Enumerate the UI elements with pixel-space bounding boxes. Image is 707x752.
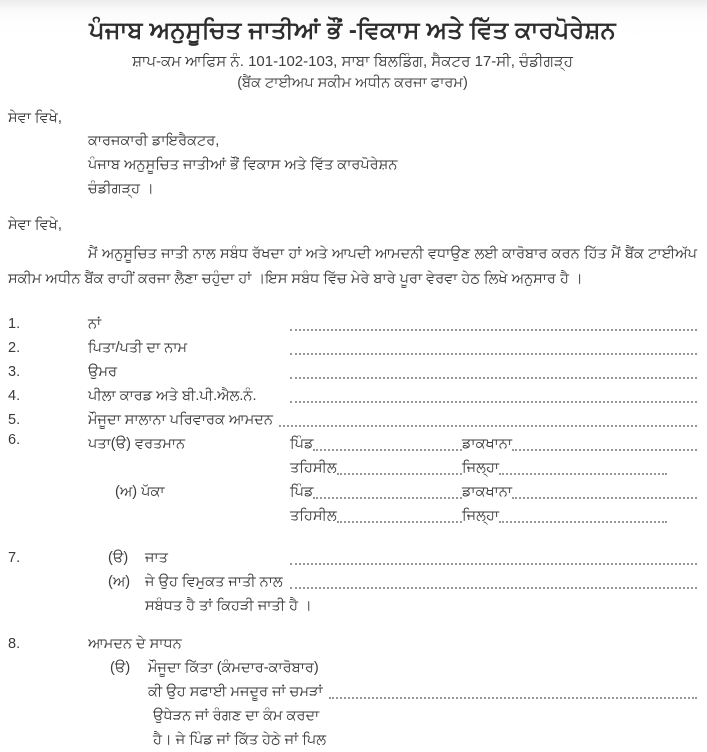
dotted-blank-line xyxy=(290,570,697,589)
denotified-caste-label-line1: ਜੇ ਉਹ ਵਿਮੁਕਤ ਜਾਤੀ ਨਾਲ xyxy=(145,574,283,590)
district-label: ਜਿਲ੍ਹਾ xyxy=(462,508,499,524)
address-row-village-post xyxy=(290,432,697,456)
recipient-organization: ਪੰਜਾਬ ਅਨੁਸੂਚਿਤ ਜਾਤੀਆਂ ਭੌਂ ਵਿਕਾਸ ਅਤੇ ਵਿੱਤ ਕਾਰਪੋਰੇਸ਼ਨ xyxy=(88,157,398,173)
occupation-question-line3-clipped: ਹੈ। ਜੇ ਪਿੰਡ ਜਾਂ ਕਿੱਤ ਹੇਠੇ ਜਾਂ ਪਿਲ xyxy=(153,732,327,748)
item-label: ਉਮਰ xyxy=(88,364,118,380)
salutation-to: ਸੇਵਾ ਵਿਖੇ, xyxy=(8,110,62,126)
office-address: ਸ਼ਾਪ-ਕਮ ਆਫਿਸ ਨੰ. 101-102-103, ਸਾਬਾ ਬਿਲਡਿੰਗ, ਸੈਕਟਰ 17-ਸੀ, ਚੰਡੀਗੜ੍ਹ xyxy=(132,53,573,70)
page-title: ਪੰਜਾਬ ਅਨੁਸੂਚਿਤ ਜਾਤੀਆਂ ਭੌਂ -ਵਿਕਾਸ ਅਤੇ ਵਿੱਤ ਕਾਰਪੋਰੇਸ਼ਨ xyxy=(89,17,616,44)
sub-item-letter: (ੳ) xyxy=(110,660,131,676)
dotted-blank-line xyxy=(290,360,697,379)
sub-item-letter: (ੳ) xyxy=(108,550,129,566)
dotted-blank-line xyxy=(290,546,697,565)
form-item-denotified-caste-cont xyxy=(8,594,697,618)
form-item-age xyxy=(8,360,697,384)
dotted-blank-line xyxy=(512,432,697,451)
post-office-label: ਡਾਕਖਾਨਾ xyxy=(462,484,513,500)
dotted-blank-line xyxy=(329,680,697,699)
dotted-blank-line xyxy=(279,408,697,427)
item-number: 8. xyxy=(8,636,21,652)
item-number: 3. xyxy=(8,364,21,380)
village-label: ਪਿੰਡ xyxy=(290,436,314,452)
occupation-question-line1: ਕੀ ਉਹ ਸਫਾਈ ਮਜਦੂਰ ਜਾਂ ਚਮੜਾਂ xyxy=(148,684,323,700)
address-labels-column xyxy=(8,432,290,528)
item-number-spacer xyxy=(8,594,88,618)
sub-item-letter: (ਅ) xyxy=(108,574,131,590)
sub-item-letter-spacer xyxy=(88,594,145,618)
item-label: ਪੀਲਾ ਕਾਰਡ ਅਤੇ ਬੀ.ਪੀ.ਐਲ.ਨੰ. xyxy=(88,388,257,404)
item-label: ਮੌਜੂਦਾ ਸਾਲਾਨਾ ਪਰਿਵਾਰਕ ਆਮਦਨ xyxy=(88,412,273,428)
address-row-tehsil-district xyxy=(290,504,697,528)
village-field xyxy=(290,432,462,456)
district-label: ਜਿਲ੍ਹਾ xyxy=(462,460,499,476)
current-occupation-label: ਮੌਜੂਦਾ ਕਿੱਤਾ (ਕੰਮਦਾਰ-ਕਾਰੋਬਾਰ) xyxy=(148,660,319,676)
item-number-spacer xyxy=(8,680,88,704)
recipient-city: ਚੰਡੀਗੜ੍ਹ । xyxy=(88,181,154,197)
item-label: ਨਾਂ xyxy=(88,316,102,332)
address-type-labels xyxy=(88,432,290,528)
tehsil-field xyxy=(290,456,462,480)
tehsil-field xyxy=(290,504,462,528)
tehsil-label: ਤਹਿਸੀਲ xyxy=(290,508,337,524)
address-row-tehsil-district xyxy=(290,456,697,480)
salutation-to-2: ਸੇਵਾ ਵਿਖੇ, xyxy=(8,217,62,233)
item-number: 7. xyxy=(8,550,21,566)
dotted-blank-line xyxy=(290,312,697,331)
form-item-caste xyxy=(8,546,697,570)
recipient-designation: ਕਾਰਜਕਾਰੀ ਡਾਇਰੈਕਟਰ, xyxy=(88,133,220,149)
dotted-blank-line xyxy=(512,480,697,499)
address-fields-column xyxy=(290,432,697,528)
post-office-label: ਡਾਕਖਾਨਾ xyxy=(462,436,513,452)
dotted-blank-line xyxy=(313,432,462,451)
item-number: 6. xyxy=(8,432,21,448)
form-item-name xyxy=(8,312,697,336)
dotted-blank-line xyxy=(499,504,667,523)
form-item-address xyxy=(8,432,697,528)
denotified-caste-label-line2: ਸਬੰਧਤ ਹੈ ਤਾਂ ਕਿਹੜੀ ਜਾਤੀ ਹੈ । xyxy=(145,598,312,614)
form-item-father-husband-name xyxy=(8,336,697,360)
recipient-block xyxy=(8,129,697,201)
item-number: 5. xyxy=(8,412,21,428)
item-number-spacer xyxy=(8,570,88,594)
dotted-blank-line xyxy=(499,456,667,475)
intro-paragraph: ਮੈਂ ਅਨੁਸੂਚਿਤ ਜਾਤੀ ਨਾਲ ਸਬੰਧ ਰੱਖਦਾ ਹਾਂ ਅਤੇ ਆਪਦੀ ਆਮਦਨੀ ਵਧਾਉਣ ਲਈ ਕਾਰੋਬਾਰ ਕਰਨ ਹਿੱਤ ਮੈਂ ਬੈਂਕ ਟਾਈਅੱਪ ਸਕੀਮ ਅਧੀਨ ਬੈਂਕ ਰਾਹੀਂ ਕਰਜਾ ਲੈਣਾ ਚਹੁੰਦਾ ਹਾਂ ।ਇਸ ਸਬੰਧ ਵਿੱਚ ਮੇਰੇ ਬਾਰੇ ਪੂਰਾ ਵੇਰਵਾ ਹੇਠ ਲਿਖੇ ਅਨੁਸਾਰ ਹੈ । xyxy=(8,246,697,287)
sub-item-letter-spacer xyxy=(88,680,148,704)
item-number: 2. xyxy=(8,340,21,356)
address-current-label: ਪਤਾ(ੳ) ਵਰਤਮਾਨ xyxy=(88,436,186,452)
item-number: 4. xyxy=(8,388,21,404)
form-items-list xyxy=(8,312,697,752)
form-header xyxy=(8,14,697,94)
item-label: ਪਿਤਾ/ਪਤੀ ਦਾ ਨਾਮ xyxy=(88,340,188,356)
item-number-spacer xyxy=(8,656,88,680)
dotted-blank-line xyxy=(337,456,462,475)
form-item-sanitation-leather-question xyxy=(8,680,697,704)
form-type-subtitle: (ਬੈਂਕ ਟਾਈਅਪ ਸਕੀਮ ਅਧੀਨ ਕਰਜਾ ਫਾਰਮ) xyxy=(237,75,468,91)
form-item-current-occupation xyxy=(8,656,697,680)
spacer-line xyxy=(88,456,290,480)
tehsil-label: ਤਹਿਸੀਲ xyxy=(290,460,337,476)
item-number: 1. xyxy=(8,316,21,332)
dotted-blank-line xyxy=(290,384,697,403)
spacer-line xyxy=(88,504,290,528)
dotted-blank-line xyxy=(290,336,697,355)
village-field xyxy=(290,480,462,504)
income-sources-label: ਆਮਦਨ ਦੇ ਸਾਧਨ xyxy=(88,636,182,652)
form-item-yellow-card-bpl-no xyxy=(8,384,697,408)
occupation-question-line2: ਉਧੇੜਨ ਜਾਂ ਰੰਗਣ ਦਾ ਕੰਮ ਕਰਦਾ xyxy=(153,708,320,724)
form-item-income-sources xyxy=(8,632,697,656)
dotted-blank-line xyxy=(313,480,462,499)
caste-label: ਜਾਤ xyxy=(145,550,168,566)
form-item-denotified-caste xyxy=(8,570,697,594)
address-row-village-post xyxy=(290,480,697,504)
village-label: ਪਿੰਡ xyxy=(290,484,314,500)
dotted-blank-line xyxy=(337,504,462,523)
address-permanent-label: (ਅ) ਪੱਕਾ xyxy=(115,484,165,500)
form-item-annual-family-income xyxy=(8,408,697,432)
